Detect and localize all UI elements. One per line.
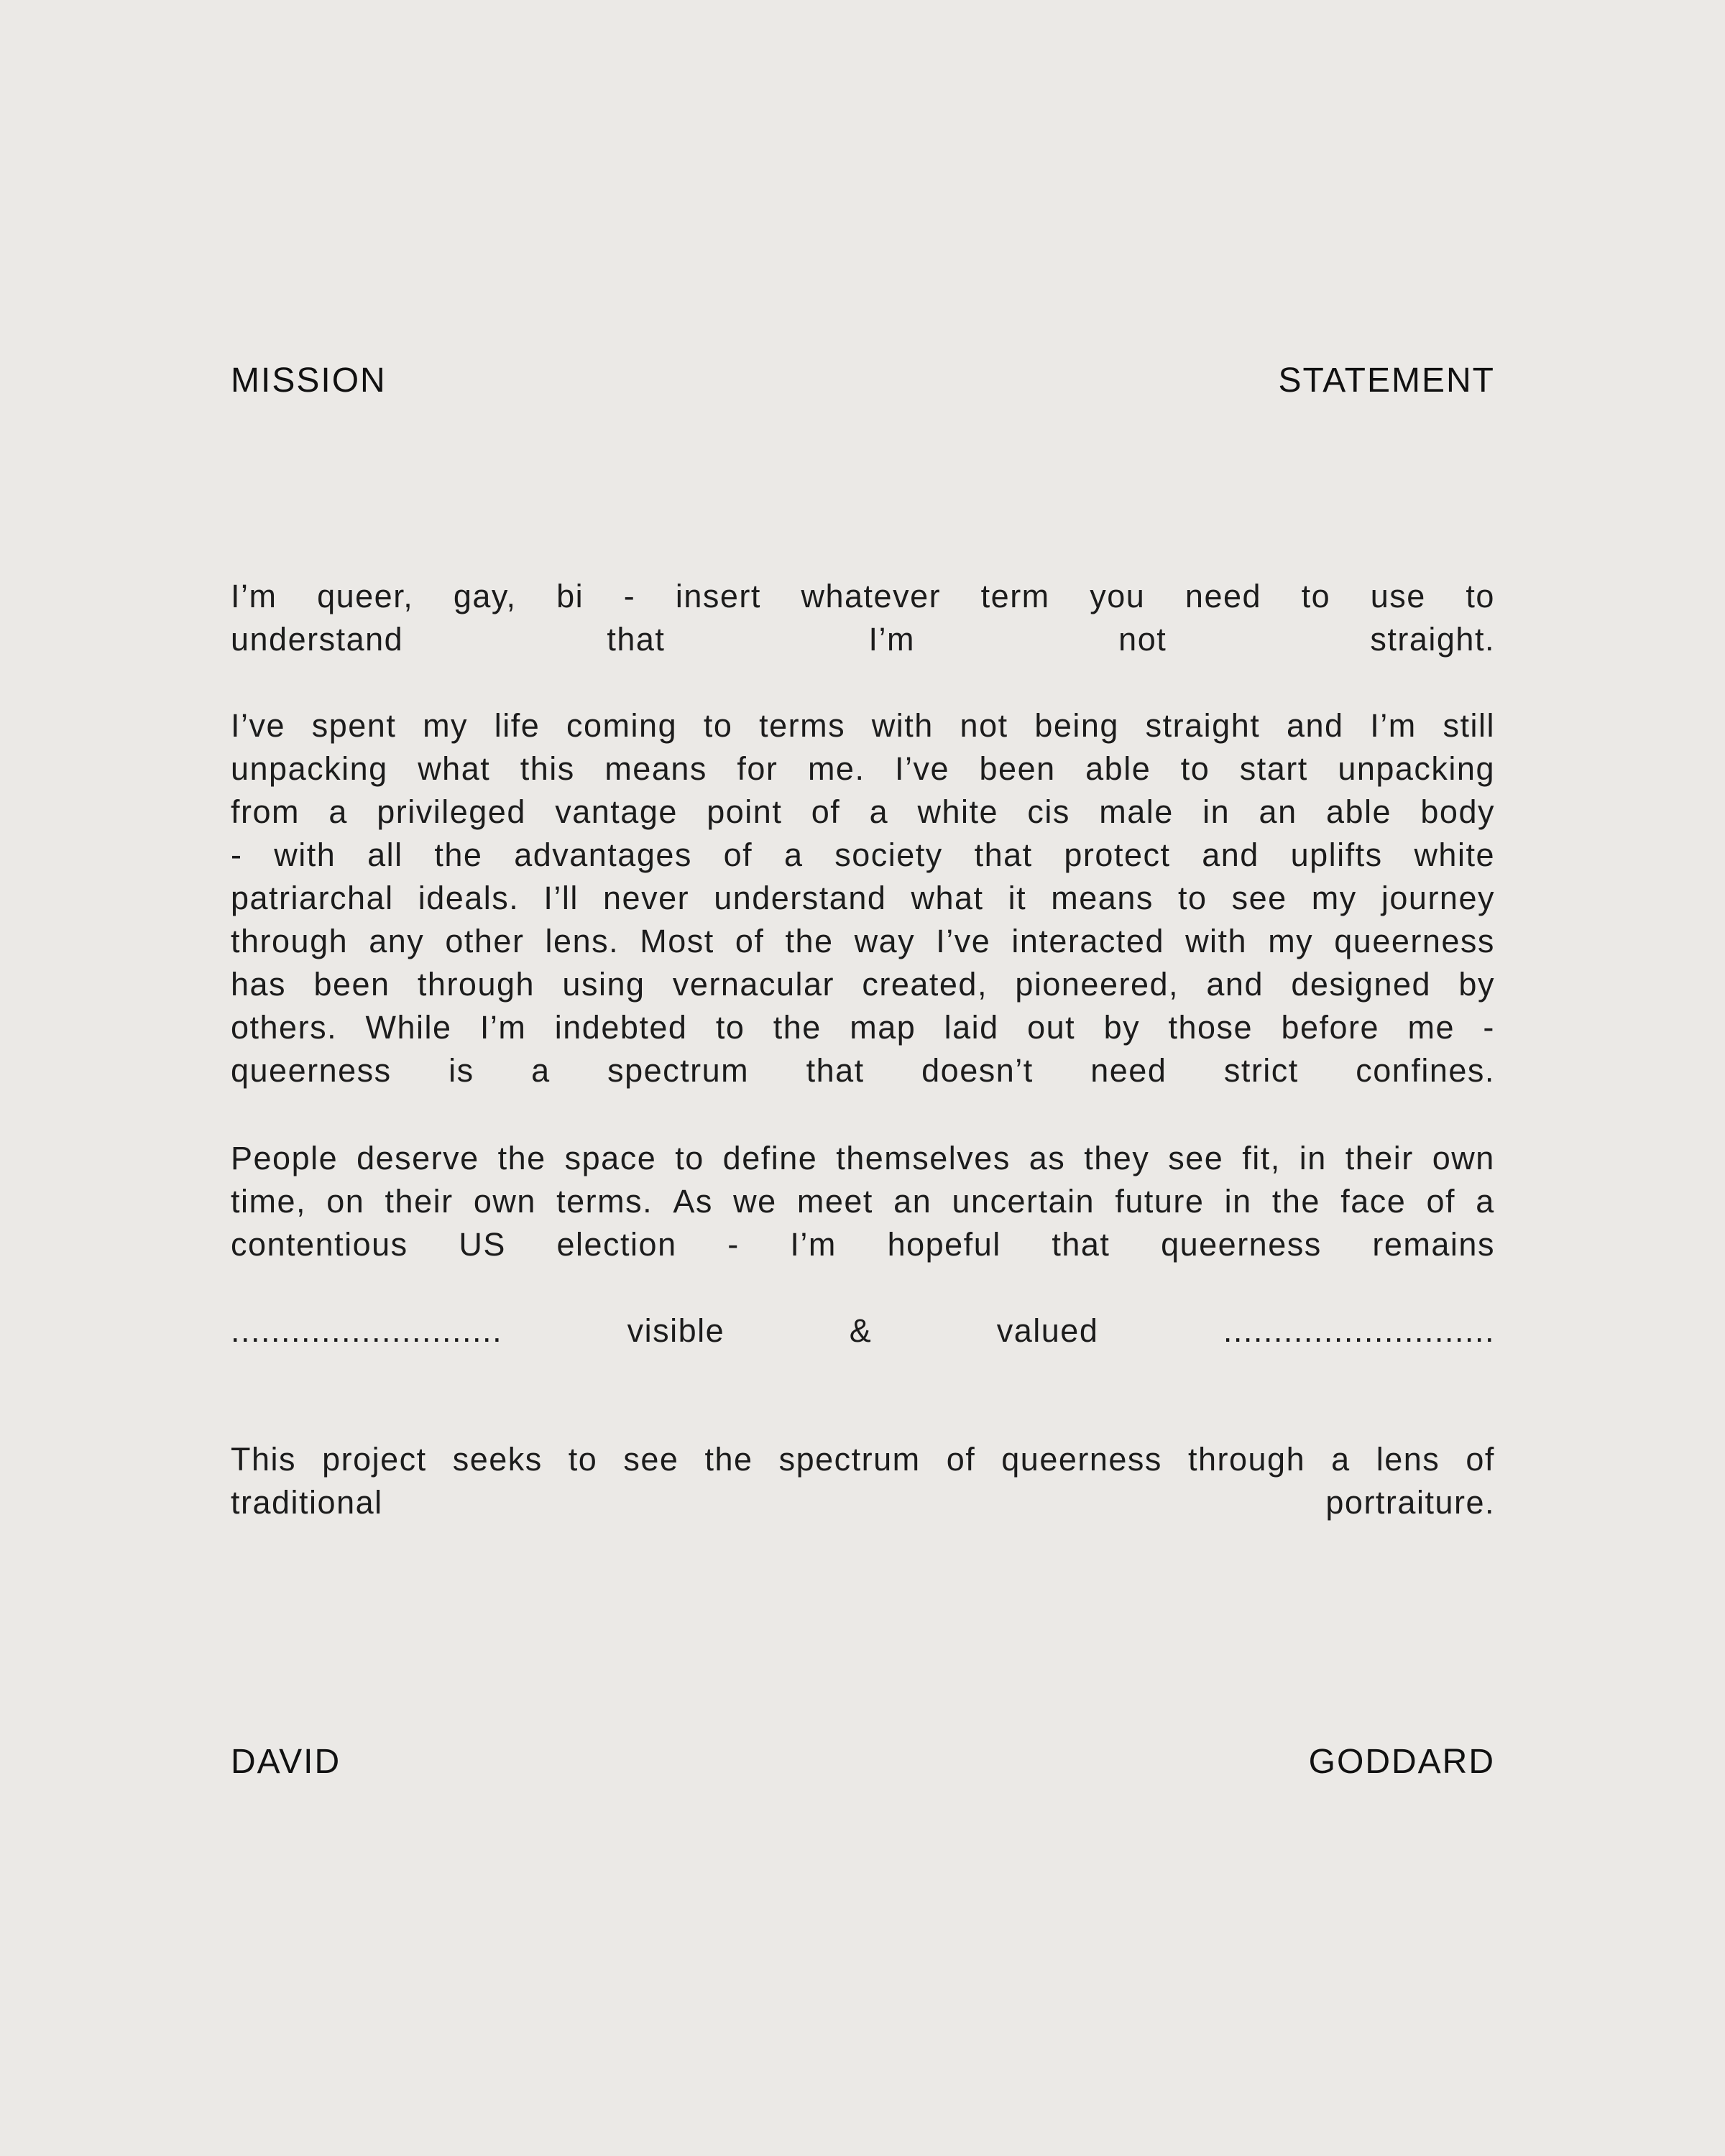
- word: all: [367, 837, 403, 873]
- justified-line: [231, 963, 1495, 1006]
- word: to: [568, 1441, 598, 1478]
- word: lens.: [545, 923, 620, 959]
- word: coming: [566, 707, 678, 744]
- word: an: [1259, 793, 1297, 830]
- word: it: [1008, 880, 1027, 916]
- word: protect: [1064, 837, 1171, 873]
- justified-line: [231, 1309, 1495, 1353]
- word: I’m: [790, 1226, 837, 1263]
- paragraph-hope: [231, 1137, 1495, 1266]
- justified-line: [231, 1438, 1495, 1481]
- word: that: [1052, 1226, 1110, 1263]
- word: need: [1184, 578, 1262, 614]
- justified-line: [231, 1006, 1495, 1049]
- word: to: [1177, 880, 1208, 916]
- word: cis: [1027, 793, 1070, 830]
- word: on: [326, 1183, 365, 1220]
- word: Most: [640, 923, 714, 959]
- word: terms: [759, 707, 846, 744]
- word: future: [1115, 1183, 1205, 1220]
- word: with: [1185, 923, 1248, 959]
- word: understand: [231, 621, 404, 658]
- word: able: [1085, 750, 1151, 787]
- word: others.: [231, 1009, 338, 1046]
- word: still: [1443, 707, 1495, 744]
- word: me.: [807, 750, 865, 787]
- justified-line: [231, 704, 1495, 747]
- word: patriarchal: [231, 880, 394, 916]
- word: unpacking: [1338, 750, 1495, 787]
- justified-line: [231, 1223, 1495, 1266]
- word: People: [231, 1140, 339, 1176]
- word: gay,: [453, 578, 517, 614]
- word: I’ve: [936, 923, 991, 959]
- word: pioneered,: [1015, 966, 1179, 1003]
- word: to: [1180, 750, 1210, 787]
- word: through: [1187, 1441, 1306, 1478]
- word: deserve: [356, 1140, 479, 1176]
- word: way: [854, 923, 916, 959]
- word: advantages: [514, 837, 692, 873]
- word: straight.: [1370, 621, 1495, 658]
- paragraph-project: [231, 1438, 1495, 1524]
- paragraph-journey: [231, 704, 1495, 1092]
- word: able: [1325, 793, 1392, 830]
- word: meet: [796, 1183, 873, 1220]
- word: start: [1239, 750, 1308, 787]
- word: use: [1370, 578, 1426, 614]
- word: before: [1281, 1009, 1380, 1046]
- word: queerness: [1001, 1441, 1162, 1478]
- justified-line: [231, 1180, 1495, 1223]
- word: terms.: [556, 1183, 653, 1220]
- word: in: [1299, 1140, 1327, 1176]
- word: unpacking: [231, 750, 388, 787]
- word: that: [806, 1052, 865, 1089]
- word: confines.: [1356, 1052, 1495, 1089]
- word: the: [497, 1140, 546, 1176]
- justified-line: [231, 834, 1495, 877]
- word: see: [1168, 1140, 1224, 1176]
- word: a: [869, 793, 889, 830]
- word: been: [313, 966, 390, 1003]
- word: bi: [556, 578, 584, 614]
- word: contentious: [231, 1226, 408, 1263]
- word: remains: [1372, 1226, 1495, 1263]
- word: insert: [675, 578, 761, 614]
- word: designed: [1291, 966, 1432, 1003]
- word: point: [707, 793, 783, 830]
- word: I’m: [868, 621, 916, 658]
- word: vernacular: [672, 966, 834, 1003]
- word: ...........................: [231, 1312, 503, 1349]
- word: ...........................: [1223, 1312, 1495, 1349]
- word: I’ve: [894, 750, 949, 787]
- word: for: [737, 750, 778, 787]
- author-first-name: DAVID: [231, 1743, 341, 1781]
- justified-line: [231, 618, 1495, 661]
- word: election: [556, 1226, 677, 1263]
- word: has: [231, 966, 287, 1003]
- word: see: [623, 1441, 679, 1478]
- word: out: [1027, 1009, 1076, 1046]
- word: fit,: [1242, 1140, 1281, 1176]
- signature: [231, 1745, 1495, 1779]
- word: from: [231, 793, 300, 830]
- document-page: [231, 0, 1495, 2156]
- word: term: [980, 578, 1050, 614]
- word: the: [773, 1009, 822, 1046]
- word: uplifts: [1290, 837, 1383, 873]
- word: means: [604, 750, 707, 787]
- word: queerness: [231, 1052, 392, 1089]
- word: that: [974, 837, 1033, 873]
- word: they: [1084, 1140, 1150, 1176]
- word: using: [562, 966, 645, 1003]
- word: a: [1476, 1183, 1495, 1220]
- word: seeks: [452, 1441, 543, 1478]
- word: my: [1268, 923, 1314, 959]
- word: other: [445, 923, 525, 959]
- paragraph-intro: [231, 575, 1495, 661]
- word: define: [722, 1140, 818, 1176]
- word: I’m: [231, 578, 277, 614]
- word: own: [1432, 1140, 1495, 1176]
- word: indebted: [554, 1009, 688, 1046]
- word: laid: [944, 1009, 999, 1046]
- word: whatever: [801, 578, 942, 614]
- word: of: [811, 793, 841, 830]
- word: US: [459, 1226, 506, 1263]
- word: a: [531, 1052, 551, 1089]
- word: a: [1331, 1441, 1351, 1478]
- word: This: [231, 1441, 297, 1478]
- word: a: [328, 793, 348, 830]
- word: hopeful: [887, 1226, 1001, 1263]
- justified-line: [231, 920, 1495, 963]
- word: uncertain: [952, 1183, 1095, 1220]
- word: as: [1029, 1140, 1066, 1176]
- word: queerness: [1161, 1226, 1322, 1263]
- word: of: [1466, 1441, 1495, 1478]
- justified-line: [231, 791, 1495, 834]
- word: to: [1466, 578, 1495, 614]
- word: in: [1224, 1183, 1252, 1220]
- word: created,: [862, 966, 988, 1003]
- word: and: [1286, 707, 1344, 744]
- word: my: [1311, 880, 1357, 916]
- word: and: [1202, 837, 1259, 873]
- word: queer,: [317, 578, 414, 614]
- word: to: [675, 1140, 704, 1176]
- page-title: [231, 361, 1495, 400]
- word: their: [385, 1183, 454, 1220]
- word: never: [603, 880, 690, 916]
- word: need: [1090, 1052, 1167, 1089]
- word: of: [946, 1441, 976, 1478]
- word: not: [960, 707, 1008, 744]
- justified-line: [231, 1481, 1495, 1524]
- word: of: [735, 923, 765, 959]
- word: vantage: [555, 793, 678, 830]
- word: been: [979, 750, 1056, 787]
- word: -: [727, 1226, 740, 1263]
- word: my: [423, 707, 469, 744]
- author-last-name: GODDARD: [1308, 1743, 1495, 1781]
- word: any: [369, 923, 425, 959]
- word: queerness: [1334, 923, 1495, 959]
- word: portraiture.: [1325, 1484, 1495, 1521]
- word: means: [1051, 880, 1154, 916]
- word: -: [1483, 1009, 1495, 1046]
- word: time,: [231, 1183, 307, 1220]
- paragraph-visible-valued: [231, 1309, 1495, 1353]
- word: map: [850, 1009, 916, 1046]
- word: with: [274, 837, 336, 873]
- word: I’ve: [231, 707, 286, 744]
- word: and: [1206, 966, 1264, 1003]
- word: journey: [1381, 880, 1495, 916]
- word: those: [1168, 1009, 1254, 1046]
- word: the: [434, 837, 483, 873]
- word: you: [1090, 578, 1146, 614]
- word: As: [673, 1183, 713, 1220]
- word: to: [1301, 578, 1331, 614]
- word: white: [1414, 837, 1495, 873]
- word: in: [1202, 793, 1230, 830]
- word: a: [783, 837, 804, 873]
- word: spectrum: [778, 1441, 921, 1478]
- justified-line: [231, 575, 1495, 618]
- word: traditional: [231, 1484, 383, 1521]
- word: I’m: [479, 1009, 527, 1046]
- word: to: [703, 707, 733, 744]
- word: spectrum: [607, 1052, 750, 1089]
- word: an: [893, 1183, 932, 1220]
- word: strict: [1223, 1052, 1299, 1089]
- word: is: [448, 1052, 474, 1089]
- title-left: MISSION: [231, 361, 387, 400]
- word: life: [494, 707, 540, 744]
- word: body: [1420, 793, 1495, 830]
- word: I’ll: [543, 880, 579, 916]
- word: -: [623, 578, 636, 614]
- word: by: [1103, 1009, 1141, 1046]
- word: what: [418, 750, 491, 787]
- word: straight: [1145, 707, 1261, 744]
- word: I’m: [1370, 707, 1417, 744]
- word: of: [1426, 1183, 1456, 1220]
- title-right: STATEMENT: [1278, 361, 1495, 400]
- word: the: [1271, 1183, 1320, 1220]
- word: being: [1034, 707, 1119, 744]
- word: through: [231, 923, 349, 959]
- word: that: [607, 621, 666, 658]
- word: by: [1458, 966, 1495, 1003]
- word: face: [1340, 1183, 1407, 1220]
- word: space: [564, 1140, 657, 1176]
- word: ideals.: [418, 880, 520, 916]
- word: society: [834, 837, 943, 873]
- word: themselves: [836, 1140, 1011, 1176]
- word: what: [911, 880, 984, 916]
- word: -: [231, 837, 243, 873]
- word: male: [1099, 793, 1174, 830]
- word: &: [849, 1312, 873, 1349]
- word: their: [1345, 1140, 1414, 1176]
- word: the: [704, 1441, 753, 1478]
- word: me: [1407, 1009, 1455, 1046]
- justified-line: [231, 747, 1495, 791]
- word: white: [917, 793, 999, 830]
- word: privileged: [377, 793, 526, 830]
- justified-line: [231, 877, 1495, 920]
- word: see: [1231, 880, 1287, 916]
- word: this: [520, 750, 575, 787]
- word: project: [322, 1441, 427, 1478]
- word: valued: [996, 1312, 1099, 1349]
- word: interacted: [1011, 923, 1164, 959]
- word: not: [1118, 621, 1167, 658]
- word: through: [417, 966, 535, 1003]
- word: of: [723, 837, 753, 873]
- justified-line: [231, 1049, 1495, 1092]
- word: with: [871, 707, 934, 744]
- justified-line: [231, 1137, 1495, 1180]
- word: we: [733, 1183, 777, 1220]
- word: doesn’t: [921, 1052, 1034, 1089]
- word: to: [715, 1009, 745, 1046]
- word: lens: [1376, 1441, 1440, 1478]
- word: own: [473, 1183, 536, 1220]
- word: spent: [311, 707, 397, 744]
- word: visible: [627, 1312, 725, 1349]
- word: While: [365, 1009, 452, 1046]
- word: the: [785, 923, 834, 959]
- word: understand: [714, 880, 887, 916]
